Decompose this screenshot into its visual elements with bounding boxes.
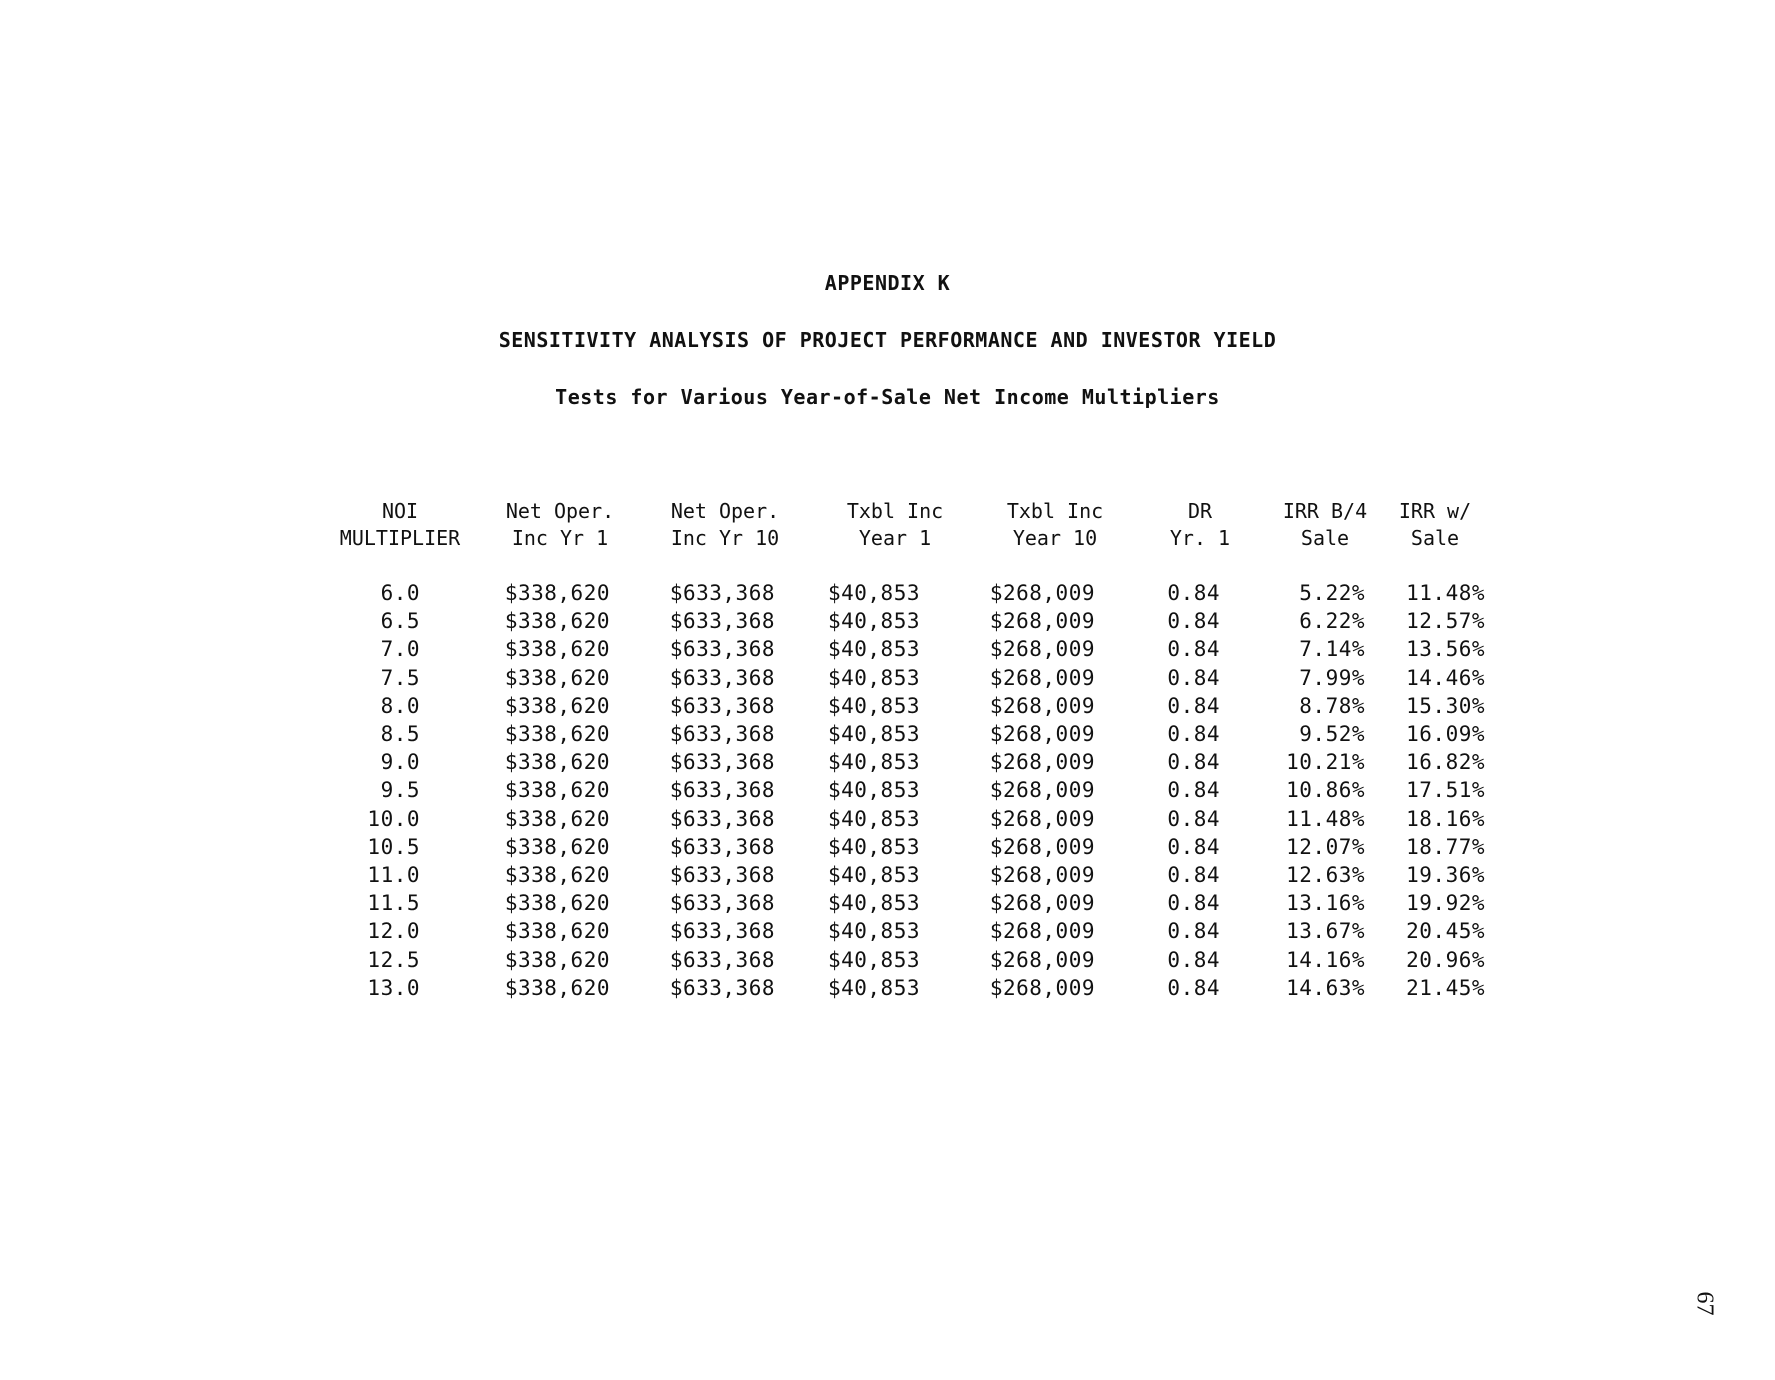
table-cell: 10.21% (1286, 750, 1365, 775)
column-header-line2: MULTIPLIER (339, 526, 461, 550)
document-title: SENSITIVITY ANALYSIS OF PROJECT PERFORMANCE AND INVESTOR YIELD (498, 328, 1277, 352)
table-cell: $268,009 (989, 693, 1095, 718)
column-header-line2: Year 10 (1012, 526, 1098, 550)
table-cell: 12.07% (1286, 834, 1365, 859)
table-cell: $268,009 (989, 778, 1095, 803)
table-cell: $40,853 (827, 806, 920, 831)
table-cell: 19.92% (1406, 891, 1485, 916)
column-header-line2: Sale (1410, 526, 1460, 550)
table-cell: 10.86% (1286, 778, 1365, 803)
table-cell: 0.84 (1167, 778, 1220, 803)
table-cell: $268,009 (989, 806, 1095, 831)
table-cell: 14.63% (1286, 975, 1365, 1000)
column-header-line2: Inc Yr 1 (511, 526, 609, 550)
table-cell: $633,368 (669, 891, 775, 916)
table-cell: $40,853 (827, 665, 920, 690)
table-cell: $268,009 (989, 919, 1095, 944)
table-cell: $633,368 (669, 947, 775, 972)
table-cell: 18.16% (1406, 806, 1485, 831)
table-cell: 0.84 (1167, 609, 1220, 634)
table-cell: $633,368 (669, 806, 775, 831)
document-subtitle: Tests for Various Year-of-Sale Net Income Multipliers (555, 385, 1220, 409)
table-cell: $633,368 (669, 750, 775, 775)
column-header (1150, 498, 1250, 552)
column-header-line1: DR (1187, 499, 1213, 523)
column-header-line2: Yr. 1 (1169, 526, 1231, 550)
table-cell: 21.45% (1406, 975, 1485, 1000)
table-cell: 9.52% (1299, 722, 1365, 746)
table-cell: $338,620 (504, 806, 610, 831)
table-cell: 0.84 (1167, 834, 1220, 859)
table-cell: $338,620 (504, 722, 610, 746)
table-cell: 7.14% (1299, 637, 1365, 662)
table-cell: 13.16% (1286, 891, 1365, 916)
table-cell: $633,368 (669, 834, 775, 859)
table-cell: 8.5 (380, 722, 420, 746)
table-cell: $338,620 (504, 947, 610, 972)
column-header-line1: Net Oper. (670, 499, 780, 523)
table-cell: 0.84 (1167, 891, 1220, 916)
table-cell: $338,620 (504, 750, 610, 775)
table-cell: $268,009 (989, 975, 1095, 1000)
table-cell: 6.5 (380, 609, 420, 634)
table-cell: 11.0 (367, 863, 420, 887)
table-cell: 9.5 (380, 778, 420, 803)
table-cell: $338,620 (504, 665, 610, 690)
table-cell: $338,620 (504, 693, 610, 718)
table-cell: 0.84 (1167, 693, 1220, 718)
column-header-line1: Txbl Inc (846, 499, 944, 523)
table-cell: $268,009 (989, 834, 1095, 859)
table-cell: $268,009 (989, 750, 1095, 775)
table-cell: 14.46% (1406, 665, 1485, 690)
table-cell: $40,853 (827, 863, 920, 887)
table-cell: $633,368 (669, 665, 775, 690)
column-header (825, 498, 965, 552)
table-cell: 10.0 (367, 806, 420, 831)
column-header (330, 498, 470, 552)
column-header-line2: Inc Yr 10 (670, 526, 780, 550)
table-cell: $338,620 (504, 834, 610, 859)
table-cell: 13.67% (1286, 919, 1365, 944)
table-cell: $40,853 (827, 637, 920, 662)
table-cell: $338,620 (504, 581, 610, 605)
table-cell: $338,620 (504, 609, 610, 634)
table-cell: $40,853 (827, 750, 920, 775)
column-header (985, 498, 1125, 552)
table-cell: 15.30% (1406, 693, 1485, 718)
column-header-line1: NOI (381, 499, 419, 523)
column-header (490, 498, 630, 552)
table-cell: $268,009 (989, 665, 1095, 690)
table-cell: $268,009 (989, 609, 1095, 634)
table-cell: $338,620 (504, 919, 610, 944)
column-header-line1: Txbl Inc (1006, 499, 1104, 523)
table-cell: 0.84 (1167, 665, 1220, 690)
table-cell: 7.0 (380, 637, 420, 662)
table-cell: $268,009 (989, 637, 1095, 662)
table-cell: 13.0 (367, 975, 420, 1000)
table-cell: $268,009 (989, 581, 1095, 605)
table-cell: $40,853 (827, 722, 920, 746)
table-cell: 0.84 (1167, 919, 1220, 944)
table-cell: 0.84 (1167, 722, 1220, 746)
table-cell: 0.84 (1167, 806, 1220, 831)
table-cell: $338,620 (504, 975, 610, 1000)
table-cell: 0.84 (1167, 637, 1220, 662)
table-cell: 20.96% (1406, 947, 1485, 972)
column-header-line1: IRR B/4 (1282, 499, 1368, 523)
table-cell: 12.5 (367, 947, 420, 972)
table-cell: $40,853 (827, 834, 920, 859)
table-cell: $268,009 (989, 722, 1095, 746)
table-cell: $633,368 (669, 863, 775, 887)
table-cell: 16.09% (1406, 722, 1485, 746)
table-cell: $633,368 (669, 778, 775, 803)
table-cell: $338,620 (504, 891, 610, 916)
table-cell: $633,368 (669, 693, 775, 718)
table-cell: 11.48% (1286, 806, 1365, 831)
table-cell: 5.22% (1299, 581, 1365, 605)
table-cell: 10.5 (367, 834, 420, 859)
table-cell: 6.0 (380, 581, 420, 605)
column-header (1385, 498, 1485, 552)
table-cell: 6.22% (1299, 609, 1365, 634)
table-cell: 7.99% (1299, 665, 1365, 690)
table-cell: $633,368 (669, 581, 775, 605)
table-cell: 8.78% (1299, 693, 1365, 718)
table-cell: $40,853 (827, 693, 920, 718)
table-cell: $338,620 (504, 778, 610, 803)
table-cell: $40,853 (827, 778, 920, 803)
table-cell: 12.0 (367, 919, 420, 944)
table-cell: $268,009 (989, 947, 1095, 972)
appendix-label: APPENDIX K (824, 271, 951, 295)
table-cell: 17.51% (1406, 778, 1485, 803)
table-cell: 0.84 (1167, 863, 1220, 887)
table-cell: 14.16% (1286, 947, 1365, 972)
table-cell: 0.84 (1167, 750, 1220, 775)
table-cell: $338,620 (504, 863, 610, 887)
column-header (1265, 498, 1385, 552)
table-cell: $338,620 (504, 637, 610, 662)
table-cell: 9.0 (380, 750, 420, 775)
table-cell: $633,368 (669, 609, 775, 634)
table-cell: 16.82% (1406, 750, 1485, 775)
table-cell: 12.63% (1286, 863, 1365, 887)
table-cell: 7.5 (380, 665, 420, 690)
column-header-line2: Year 1 (858, 526, 932, 550)
table-cell: $40,853 (827, 891, 920, 916)
table-cell: $633,368 (669, 637, 775, 662)
column-header-line1: Net Oper. (505, 499, 615, 523)
table-cell: 0.84 (1167, 581, 1220, 605)
table-cell: $40,853 (827, 609, 920, 634)
table-cell: $633,368 (669, 975, 775, 1000)
table-cell: 18.77% (1406, 834, 1485, 859)
table-cell: 11.5 (367, 891, 420, 916)
table-cell: $40,853 (827, 975, 920, 1000)
table-cell: 12.57% (1406, 609, 1485, 634)
table-cell: $40,853 (827, 919, 920, 944)
table-cell: 0.84 (1167, 947, 1220, 972)
page-number: 67 (1691, 1291, 1718, 1316)
table-cell: 20.45% (1406, 919, 1485, 944)
table-cell: $268,009 (989, 863, 1095, 887)
table-cell: 13.56% (1406, 637, 1485, 662)
column-header (655, 498, 795, 552)
table-cell: 8.0 (380, 693, 420, 718)
table-cell: $633,368 (669, 722, 775, 746)
table-cell: 0.84 (1167, 975, 1220, 1000)
table-cell: $268,009 (989, 891, 1095, 916)
column-header-line2: Sale (1300, 526, 1350, 550)
column-header-line1: IRR w/ (1398, 499, 1472, 523)
table-cell: $40,853 (827, 581, 920, 605)
table-cell: $633,368 (669, 919, 775, 944)
table-cell: 11.48% (1406, 581, 1485, 605)
table-cell: 19.36% (1406, 863, 1485, 887)
table-cell: $40,853 (827, 947, 920, 972)
